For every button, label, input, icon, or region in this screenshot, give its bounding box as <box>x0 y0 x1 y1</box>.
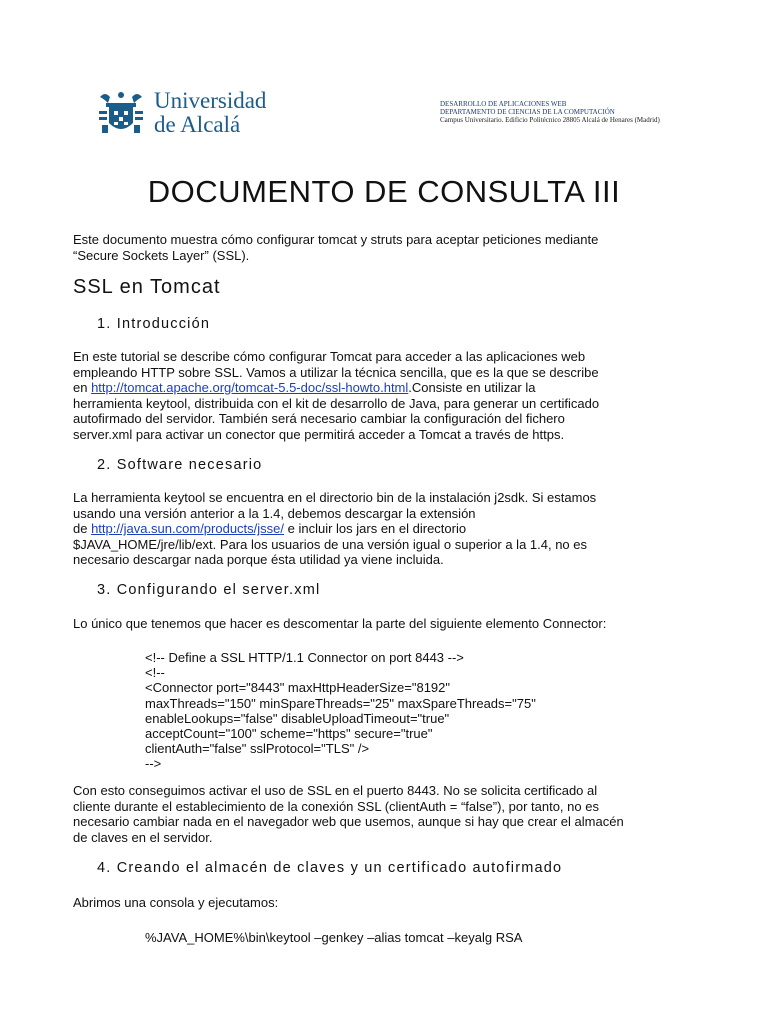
paragraph-server-xml <box>73 616 698 632</box>
paragraph-line: La herramienta keytool se encuentra en el directorio bin de la instalación j2sdk. Si estamos <box>73 490 597 505</box>
intro-line: “Secure Sockets Layer” (SSL). <box>73 247 250 263</box>
paragraph-line: En este tutorial se describe cómo configurar Tomcat para acceder a las aplicaciones web <box>73 349 586 364</box>
keytool-command <box>145 930 705 945</box>
text-fragment: en <box>73 380 92 395</box>
paragraph-line: necesario cambiar nada en el navegador web que usemos, aunque si hay que crear el almacén <box>73 814 624 829</box>
paragraph-ssl-result <box>73 783 698 845</box>
paragraph-line: herramienta keytool, distribuida con el kit de desarrollo de Java, para generar un certificado <box>73 395 600 411</box>
paragraph-line: Lo único que tenemos que hacer es descomentar la parte del siguiente elemento Connector: <box>73 616 607 631</box>
code-line: --> <box>145 756 162 772</box>
heading-server-xml: 3. Configurando el server.xml <box>97 582 321 598</box>
paragraph-software <box>73 490 698 568</box>
text-fragment: e incluir los jars en el directorio <box>284 521 467 536</box>
paragraph-line: autofirmado del servidor. También será necesario cambiar la configuración del fichero <box>73 411 565 426</box>
paragraph-line <box>73 521 698 537</box>
code-line: maxThreads="150" minSpareThreads="25" maxSpareThreads="75" <box>145 695 536 711</box>
heading-introduccion: 1. Introducción <box>97 316 211 332</box>
paragraph-line: Con esto conseguimos activar el uso de SSL en el puerto 8443. No se solicita certificado al <box>73 783 598 798</box>
code-line: clientAuth="false" sslProtocol="TLS" /> <box>145 741 370 757</box>
intro-line: Este documento muestra cómo configurar tomcat y struts para aceptar peticiones mediante <box>73 232 599 247</box>
code-line: enableLookups="false" disableUploadTimeout="true" <box>145 710 450 726</box>
code-line: %JAVA_HOME%\bin\keytool –genkey –alias tomcat –keyalg RSA <box>145 930 523 945</box>
section-title: SSL en Tomcat <box>73 276 221 298</box>
university-name-line2: de Alcalá <box>154 112 241 137</box>
paragraph-line: cliente durante el establecimiento de la conexión SSL (clientAuth = “false”), por tanto, no es <box>73 798 599 814</box>
paragraph-line: empleando HTTP sobre SSL. Vamos a utilizar la técnica sencilla, que es la que se describe <box>73 364 599 380</box>
university-name-line1: Universidad <box>154 88 267 113</box>
heading-keystore: 4. Creando el almacén de claves y un certificado autofirmado <box>97 860 563 876</box>
code-line: <!-- <box>145 665 165 681</box>
jsse-link[interactable]: http://java.sun.com/products/jsse/ <box>91 521 285 536</box>
connector-code-block <box>145 650 705 772</box>
paragraph-line: usando una versión anterior a la 1.4, debemos descargar la extensión <box>73 505 476 521</box>
heading-software: 2. Software necesario <box>97 457 263 473</box>
document-title: DOCUMENTO DE CONSULTA III <box>147 174 621 209</box>
paragraph-line <box>73 380 698 396</box>
code-line: <Connector port="8443" maxHttpHeaderSize="8192" <box>145 680 451 696</box>
paragraph-line: server.xml para activar un conector que permitirá acceder a Tomcat a través de https. <box>73 426 565 442</box>
code-line: acceptCount="100" scheme="https" secure="true" <box>145 726 433 742</box>
paragraph-line: $JAVA_HOME/jre/lib/ext. Para los usuarios de una versión igual o superior a la 1.4, no es <box>73 536 588 552</box>
code-line: <!-- Define a SSL HTTP/1.1 Connector on port 8443 --> <box>145 650 464 665</box>
campus-address: Campus Universitario. Edificio Politécnico 28805 Alcalá de Henares (Madrid) <box>440 116 660 124</box>
paragraph-line: necesario descargar nada porque ésta utilidad ya viene incluida. <box>73 552 444 567</box>
text-fragment: .Consiste en utilizar la <box>408 380 536 395</box>
intro-paragraph <box>73 232 698 263</box>
department-info <box>440 100 700 124</box>
text-fragment: de <box>73 521 92 536</box>
university-crest-icon <box>96 89 146 139</box>
university-logo <box>96 89 296 141</box>
paragraph-line: Abrimos una consola y ejecutamos: <box>73 895 279 910</box>
paragraph-line: de claves en el servidor. <box>73 829 213 845</box>
dept-line2: DEPARTAMENTO DE CIENCIAS DE LA COMPUTACIÓN <box>440 108 615 116</box>
university-name <box>154 89 266 137</box>
paragraph-keystore <box>73 895 698 911</box>
dept-line1: DESARROLLO DE APLICACIONES WEB <box>440 100 567 108</box>
paragraph-introduccion <box>73 349 698 442</box>
tomcat-ssl-howto-link[interactable]: http://tomcat.apache.org/tomcat-5.5-doc/ssl-howto.html <box>91 380 409 395</box>
